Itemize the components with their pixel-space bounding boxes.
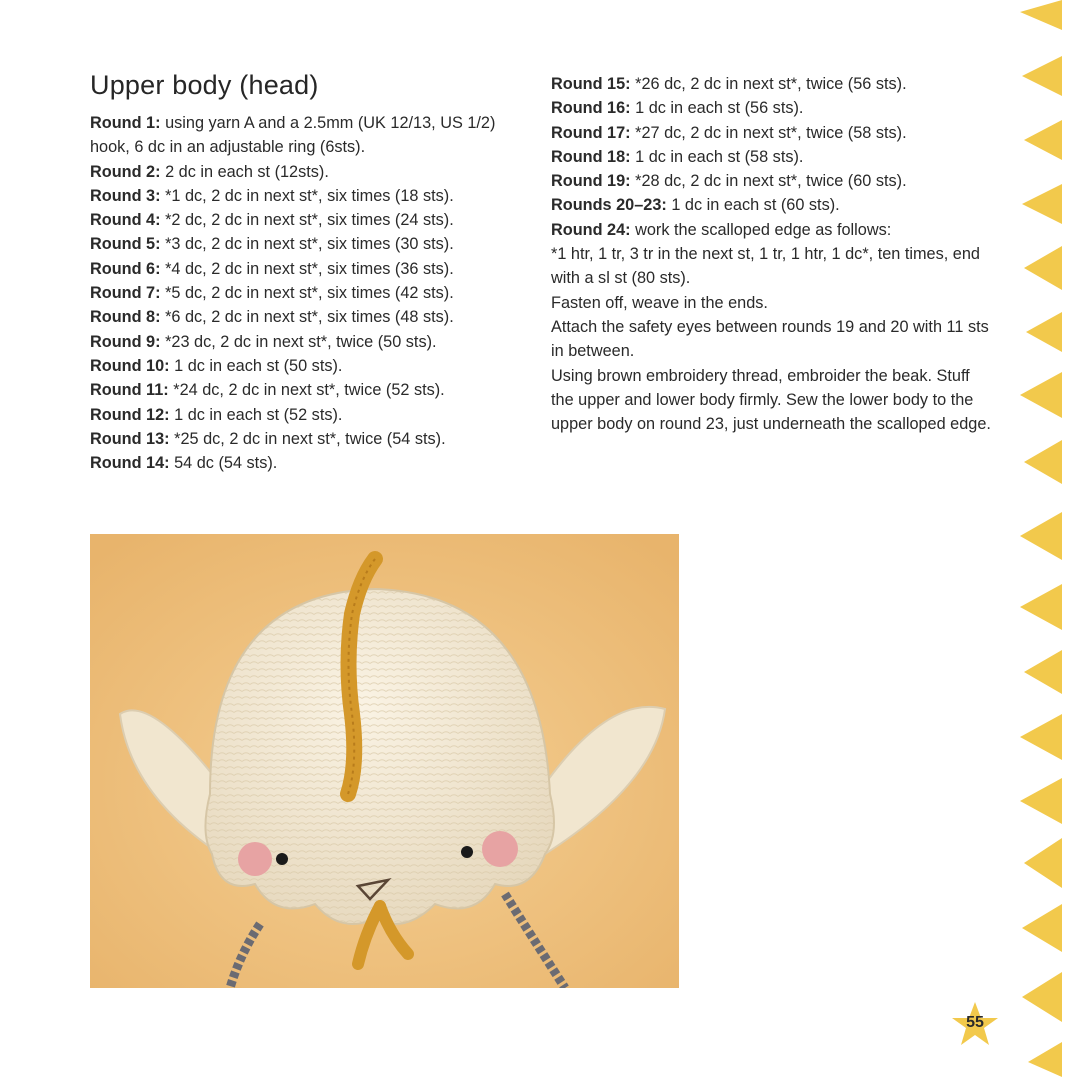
round-instruction: 1 dc in each st (58 sts). (630, 147, 804, 166)
right-instructions (551, 242, 991, 436)
left-column (90, 70, 530, 475)
round-label: Round 4: (90, 211, 161, 230)
left-round-list (90, 111, 530, 475)
round-instruction: *4 dc, 2 dc in next st*, six times (36 sts). (160, 259, 454, 278)
round-line (90, 305, 530, 329)
round-line (90, 160, 530, 184)
round-label: Round 16: (551, 99, 631, 118)
round-label: Round 8: (90, 308, 161, 327)
round-label: Round 19: (551, 172, 631, 191)
right-column (551, 72, 991, 436)
round-line (90, 184, 530, 208)
round-label: Round 7: (90, 284, 161, 303)
round-line (90, 281, 530, 305)
round-line (90, 451, 530, 475)
round-line (90, 111, 530, 160)
round-line (551, 169, 991, 193)
round-instruction: *28 dc, 2 dc in next st*, twice (60 sts). (630, 172, 907, 191)
round-instruction: 1 dc in each st (60 sts). (666, 196, 840, 215)
instruction-paragraph: Attach the safety eyes between rounds 19 and 20 with 11 sts in between. (551, 317, 989, 361)
round-line (551, 72, 991, 96)
round-label: Round 9: (90, 332, 161, 351)
round-line (551, 96, 991, 120)
round-label: Round 12: (90, 405, 170, 424)
instruction-paragraph: Fasten off, weave in the ends. (551, 293, 768, 312)
round-line (90, 257, 530, 281)
round-label: Round 11: (90, 381, 169, 400)
chick-head-photo (90, 534, 679, 988)
round-label: Rounds 20–23: (551, 196, 667, 215)
instruction-paragraph: *1 htr, 1 tr, 3 tr in the next st, 1 tr, 1 htr, 1 dc*, ten times, end with a sl st (80 sts). (551, 245, 980, 288)
round-label: Round 2: (90, 162, 161, 181)
round-label: Round 1: (90, 114, 161, 132)
round-instruction: 54 dc (54 sts). (169, 454, 278, 473)
round-line (90, 378, 530, 402)
round-instruction: *5 dc, 2 dc in next st*, six times (42 sts). (160, 284, 454, 303)
round-label: Round 24: (551, 220, 631, 239)
round-instruction: *1 dc, 2 dc in next st*, six times (18 sts). (160, 186, 454, 205)
round-instruction: *2 dc, 2 dc in next st*, six times (24 sts). (160, 211, 454, 230)
round-instruction: *24 dc, 2 dc in next st*, twice (52 sts). (168, 381, 445, 400)
round-line (551, 193, 991, 217)
round-instruction: 1 dc in each st (56 sts). (630, 99, 804, 118)
round-line (551, 121, 991, 145)
page-heading: Upper body (head) (90, 70, 319, 100)
round-line (551, 218, 991, 242)
round-line (90, 354, 530, 378)
round-instruction: *6 dc, 2 dc in next st*, six times (48 sts). (160, 308, 454, 327)
round-instruction: *27 dc, 2 dc in next st*, twice (58 sts). (630, 123, 907, 142)
round-line (90, 330, 530, 354)
round-instruction: using yarn A and a 2.5mm (UK 12/13, US 1/2) hook, 6 dc in an adjustable ring (6sts). (90, 114, 496, 157)
round-label: Round 13: (90, 429, 170, 448)
round-label: Round 5: (90, 235, 161, 254)
round-instruction: work the scalloped edge as follows: (630, 220, 892, 239)
round-instruction: 2 dc in each st (12sts). (160, 162, 329, 181)
page-number: 55 (966, 1014, 984, 1031)
round-label: Round 3: (90, 186, 161, 205)
instruction-paragraph: Using brown embroidery thread, embroider the beak. Stuff the upper and lower body firmly. Sew the lower body to the upper body on round 23, just underneath the scalloped edge. (551, 366, 991, 434)
round-line (90, 208, 530, 232)
round-label: Round 14: (90, 454, 170, 473)
round-line (90, 427, 530, 451)
crochet-chick-illustration (90, 534, 679, 988)
round-label: Round 6: (90, 259, 161, 278)
round-instruction: *3 dc, 2 dc in next st*, six times (30 sts). (160, 235, 454, 254)
round-line (90, 403, 530, 427)
round-label: Round 10: (90, 356, 170, 375)
round-label: Round 17: (551, 123, 631, 142)
triangle-border-decoration (1010, 0, 1080, 1077)
page-number-badge (950, 1000, 1000, 1050)
round-instruction: *25 dc, 2 dc in next st*, twice (54 sts). (169, 429, 446, 448)
round-label: Round 18: (551, 147, 631, 166)
round-instruction: *23 dc, 2 dc in next st*, twice (50 sts). (160, 332, 437, 351)
round-instruction: *26 dc, 2 dc in next st*, twice (56 sts). (630, 75, 907, 93)
right-round-list (551, 72, 991, 242)
round-instruction: 1 dc in each st (52 sts). (169, 405, 343, 424)
round-label: Round 15: (551, 75, 631, 93)
round-line (90, 232, 530, 256)
round-instruction: 1 dc in each st (50 sts). (169, 356, 343, 375)
round-line (551, 145, 991, 169)
